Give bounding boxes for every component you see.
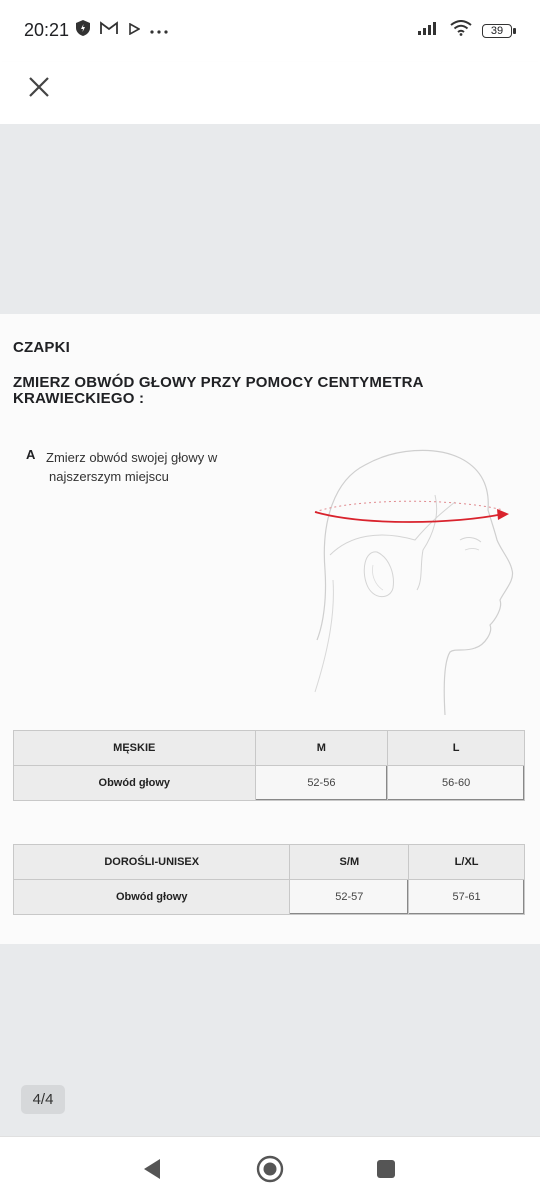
close-icon xyxy=(29,77,49,97)
gmail-icon xyxy=(100,21,118,39)
step-text xyxy=(46,448,256,486)
table-header-row xyxy=(14,845,525,880)
mens-size-table xyxy=(13,730,525,801)
status-left-icons xyxy=(76,20,168,40)
table-header-cell: M xyxy=(255,731,388,766)
status-bar xyxy=(0,0,540,62)
table-row-label: Obwód głowy xyxy=(14,766,256,801)
status-time: 20:21 xyxy=(24,20,70,40)
table-header-cell: S/M xyxy=(290,845,409,880)
image-backdrop-bottom xyxy=(0,944,540,1136)
table-cell: 52-57 xyxy=(290,880,409,915)
table-cell: 56-60 xyxy=(388,766,525,801)
recents-button[interactable] xyxy=(368,1151,404,1187)
status-right-icons xyxy=(418,20,512,41)
image-pager: 4/4 xyxy=(21,1085,65,1114)
recents-icon xyxy=(376,1159,396,1179)
back-icon xyxy=(142,1158,162,1180)
signal-icon xyxy=(418,21,440,40)
wifi-icon xyxy=(450,20,472,41)
step-text-line2: najszerszym miejscu xyxy=(49,469,169,484)
table-header-cell: DOROŚLI-UNISEX xyxy=(14,845,290,880)
step-text-line1: Zmierz obwód swojej głowy w xyxy=(46,450,218,465)
system-nav-bar xyxy=(0,1136,540,1201)
table-header-cell: MĘSKIE xyxy=(14,731,256,766)
unisex-size-table xyxy=(13,844,525,915)
top-bar xyxy=(0,62,540,124)
head-measurement-illustration xyxy=(305,440,525,715)
shield-icon xyxy=(76,20,90,40)
table-cell: 57-61 xyxy=(409,880,525,915)
table-header-cell: L xyxy=(388,731,525,766)
image-backdrop-top xyxy=(0,124,540,314)
back-button[interactable] xyxy=(134,1151,170,1187)
battery-icon: 39 xyxy=(482,24,512,38)
play-icon xyxy=(128,22,140,39)
home-icon xyxy=(256,1155,284,1183)
table-cell: 52-56 xyxy=(255,766,388,801)
table-row xyxy=(14,766,525,801)
section-title: CZAPKI xyxy=(13,339,71,356)
table-row xyxy=(14,880,525,915)
home-button[interactable] xyxy=(252,1151,288,1187)
table-header-cell: L/XL xyxy=(409,845,525,880)
close-button[interactable] xyxy=(22,70,56,104)
step-letter: A xyxy=(26,447,36,462)
table-header-row xyxy=(14,731,525,766)
more-dots-icon xyxy=(150,22,168,39)
table-row-label: Obwód głowy xyxy=(14,880,290,915)
instruction-title: ZMIERZ OBWÓD GŁOWY PRZY POMOCY CENTYMETRA KRAWIECKIEGO : xyxy=(13,374,424,407)
